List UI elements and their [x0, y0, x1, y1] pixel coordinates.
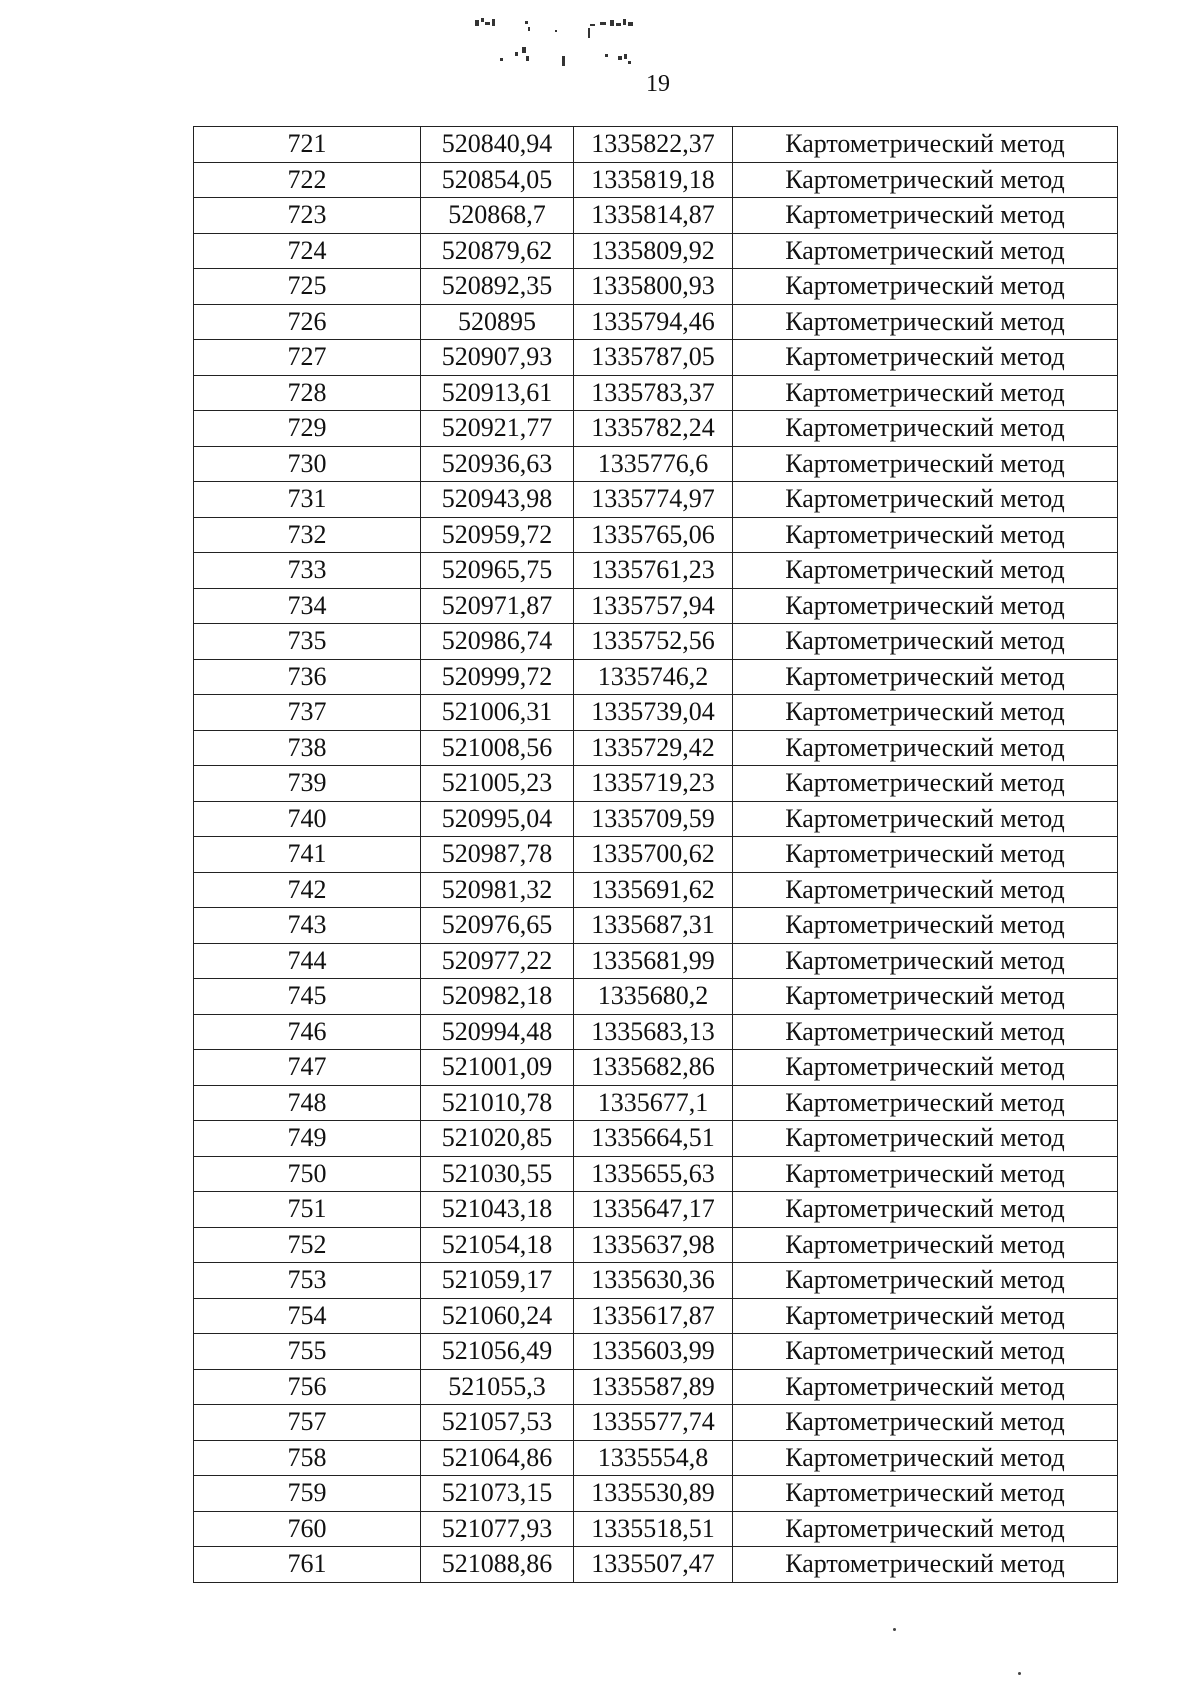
x-coordinate-cell: 520943,98 [421, 482, 574, 518]
x-coordinate-cell: 520976,65 [421, 908, 574, 944]
point-number-cell: 749 [194, 1121, 421, 1157]
table-row [194, 1476, 1118, 1512]
y-coordinate-cell: 1335655,63 [574, 1156, 733, 1192]
y-coordinate-cell: 1335809,92 [574, 233, 733, 269]
y-coordinate-cell: 1335518,51 [574, 1511, 733, 1547]
table-row [194, 801, 1118, 837]
point-number-cell: 732 [194, 517, 421, 553]
x-coordinate-cell: 520879,62 [421, 233, 574, 269]
table-row [194, 1511, 1118, 1547]
method-cell: Картометрический метод [733, 908, 1118, 944]
y-coordinate-cell: 1335822,37 [574, 127, 733, 163]
y-coordinate-cell: 1335761,23 [574, 553, 733, 589]
y-coordinate-cell: 1335680,2 [574, 979, 733, 1015]
method-cell: Картометрический метод [733, 1369, 1118, 1405]
point-number-cell: 740 [194, 801, 421, 837]
y-coordinate-cell: 1335683,13 [574, 1014, 733, 1050]
x-coordinate-cell: 520907,93 [421, 340, 574, 376]
table-row [194, 553, 1118, 589]
point-number-cell: 739 [194, 766, 421, 802]
x-coordinate-cell: 520995,04 [421, 801, 574, 837]
x-coordinate-cell: 520977,22 [421, 943, 574, 979]
x-coordinate-cell: 520921,77 [421, 411, 574, 447]
y-coordinate-cell: 1335507,47 [574, 1547, 733, 1583]
y-coordinate-cell: 1335682,86 [574, 1050, 733, 1086]
method-cell: Картометрический метод [733, 375, 1118, 411]
point-number-cell: 724 [194, 233, 421, 269]
table-row [194, 1298, 1118, 1334]
coordinates-table-body [194, 127, 1118, 1583]
point-number-cell: 731 [194, 482, 421, 518]
table-row [194, 304, 1118, 340]
y-coordinate-cell: 1335664,51 [574, 1121, 733, 1157]
table-row [194, 659, 1118, 695]
x-coordinate-cell: 521088,86 [421, 1547, 574, 1583]
y-coordinate-cell: 1335776,6 [574, 446, 733, 482]
table-row [194, 588, 1118, 624]
x-coordinate-cell: 521005,23 [421, 766, 574, 802]
point-number-cell: 755 [194, 1334, 421, 1370]
point-number-cell: 728 [194, 375, 421, 411]
y-coordinate-cell: 1335719,23 [574, 766, 733, 802]
point-number-cell: 727 [194, 340, 421, 376]
scan-speck [893, 1628, 896, 1631]
table-row [194, 482, 1118, 518]
x-coordinate-cell: 520840,94 [421, 127, 574, 163]
x-coordinate-cell: 520959,72 [421, 517, 574, 553]
table-row [194, 766, 1118, 802]
y-coordinate-cell: 1335814,87 [574, 198, 733, 234]
page-number: 19 [646, 71, 670, 97]
table-row [194, 1440, 1118, 1476]
x-coordinate-cell: 521030,55 [421, 1156, 574, 1192]
x-coordinate-cell: 521060,24 [421, 1298, 574, 1334]
x-coordinate-cell: 520854,05 [421, 162, 574, 198]
point-number-cell: 750 [194, 1156, 421, 1192]
table-row [194, 269, 1118, 305]
table-row [194, 979, 1118, 1015]
point-number-cell: 725 [194, 269, 421, 305]
y-coordinate-cell: 1335774,97 [574, 482, 733, 518]
point-number-cell: 744 [194, 943, 421, 979]
scan-speck [1018, 1672, 1021, 1675]
method-cell: Картометрический метод [733, 801, 1118, 837]
point-number-cell: 760 [194, 1511, 421, 1547]
coordinates-table [193, 126, 1118, 1583]
method-cell: Картометрический метод [733, 1156, 1118, 1192]
x-coordinate-cell: 520994,48 [421, 1014, 574, 1050]
table-row [194, 1334, 1118, 1370]
y-coordinate-cell: 1335782,24 [574, 411, 733, 447]
point-number-cell: 752 [194, 1227, 421, 1263]
table-row [194, 340, 1118, 376]
point-number-cell: 734 [194, 588, 421, 624]
y-coordinate-cell: 1335630,36 [574, 1263, 733, 1299]
method-cell: Картометрический метод [733, 1405, 1118, 1441]
method-cell: Картометрический метод [733, 162, 1118, 198]
y-coordinate-cell: 1335709,59 [574, 801, 733, 837]
point-number-cell: 741 [194, 837, 421, 873]
method-cell: Картометрический метод [733, 1547, 1118, 1583]
x-coordinate-cell: 521059,17 [421, 1263, 574, 1299]
point-number-cell: 726 [194, 304, 421, 340]
method-cell: Картометрический метод [733, 837, 1118, 873]
table-row [194, 695, 1118, 731]
table-row [194, 872, 1118, 908]
method-cell: Картометрический метод [733, 872, 1118, 908]
point-number-cell: 747 [194, 1050, 421, 1086]
x-coordinate-cell: 520971,87 [421, 588, 574, 624]
method-cell: Картометрический метод [733, 1192, 1118, 1228]
y-coordinate-cell: 1335819,18 [574, 162, 733, 198]
method-cell: Картометрический метод [733, 1298, 1118, 1334]
x-coordinate-cell: 520986,74 [421, 624, 574, 660]
table-row [194, 233, 1118, 269]
y-coordinate-cell: 1335687,31 [574, 908, 733, 944]
table-row [194, 1014, 1118, 1050]
table-row [194, 517, 1118, 553]
method-cell: Картометрический метод [733, 1085, 1118, 1121]
x-coordinate-cell: 521056,49 [421, 1334, 574, 1370]
point-number-cell: 729 [194, 411, 421, 447]
point-number-cell: 753 [194, 1263, 421, 1299]
x-coordinate-cell: 520892,35 [421, 269, 574, 305]
point-number-cell: 746 [194, 1014, 421, 1050]
y-coordinate-cell: 1335794,46 [574, 304, 733, 340]
y-coordinate-cell: 1335637,98 [574, 1227, 733, 1263]
y-coordinate-cell: 1335603,99 [574, 1334, 733, 1370]
method-cell: Картометрический метод [733, 482, 1118, 518]
method-cell: Картометрический метод [733, 198, 1118, 234]
point-number-cell: 722 [194, 162, 421, 198]
method-cell: Картометрический метод [733, 127, 1118, 163]
x-coordinate-cell: 520913,61 [421, 375, 574, 411]
y-coordinate-cell: 1335752,56 [574, 624, 733, 660]
x-coordinate-cell: 520936,63 [421, 446, 574, 482]
x-coordinate-cell: 520965,75 [421, 553, 574, 589]
point-number-cell: 754 [194, 1298, 421, 1334]
y-coordinate-cell: 1335757,94 [574, 588, 733, 624]
table-row [194, 837, 1118, 873]
point-number-cell: 748 [194, 1085, 421, 1121]
table-row [194, 198, 1118, 234]
point-number-cell: 745 [194, 979, 421, 1015]
y-coordinate-cell: 1335617,87 [574, 1298, 733, 1334]
x-coordinate-cell: 521010,78 [421, 1085, 574, 1121]
y-coordinate-cell: 1335681,99 [574, 943, 733, 979]
point-number-cell: 733 [194, 553, 421, 589]
method-cell: Картометрический метод [733, 1227, 1118, 1263]
point-number-cell: 756 [194, 1369, 421, 1405]
table-row [194, 1263, 1118, 1299]
table-row [194, 1156, 1118, 1192]
point-number-cell: 761 [194, 1547, 421, 1583]
scan-noise-mark [470, 14, 720, 84]
x-coordinate-cell: 521055,3 [421, 1369, 574, 1405]
table-row [194, 1050, 1118, 1086]
y-coordinate-cell: 1335587,89 [574, 1369, 733, 1405]
x-coordinate-cell: 521077,93 [421, 1511, 574, 1547]
table-row [194, 1227, 1118, 1263]
point-number-cell: 738 [194, 730, 421, 766]
x-coordinate-cell: 521006,31 [421, 695, 574, 731]
x-coordinate-cell: 520999,72 [421, 659, 574, 695]
table-row [194, 908, 1118, 944]
method-cell: Картометрический метод [733, 517, 1118, 553]
x-coordinate-cell: 520895 [421, 304, 574, 340]
y-coordinate-cell: 1335739,04 [574, 695, 733, 731]
point-number-cell: 737 [194, 695, 421, 731]
x-coordinate-cell: 520982,18 [421, 979, 574, 1015]
table-row [194, 1369, 1118, 1405]
table-row [194, 1121, 1118, 1157]
table-row [194, 943, 1118, 979]
table-row [194, 446, 1118, 482]
table-row [194, 1085, 1118, 1121]
method-cell: Картометрический метод [733, 340, 1118, 376]
y-coordinate-cell: 1335765,06 [574, 517, 733, 553]
x-coordinate-cell: 521064,86 [421, 1440, 574, 1476]
method-cell: Картометрический метод [733, 695, 1118, 731]
x-coordinate-cell: 521020,85 [421, 1121, 574, 1157]
method-cell: Картометрический метод [733, 1050, 1118, 1086]
x-coordinate-cell: 521043,18 [421, 1192, 574, 1228]
table-row [194, 375, 1118, 411]
method-cell: Картометрический метод [733, 411, 1118, 447]
point-number-cell: 758 [194, 1440, 421, 1476]
table-row [194, 730, 1118, 766]
method-cell: Картометрический метод [733, 1511, 1118, 1547]
method-cell: Картометрический метод [733, 1014, 1118, 1050]
y-coordinate-cell: 1335577,74 [574, 1405, 733, 1441]
method-cell: Картометрический метод [733, 730, 1118, 766]
x-coordinate-cell: 521057,53 [421, 1405, 574, 1441]
y-coordinate-cell: 1335783,37 [574, 375, 733, 411]
point-number-cell: 759 [194, 1476, 421, 1512]
y-coordinate-cell: 1335691,62 [574, 872, 733, 908]
x-coordinate-cell: 520868,7 [421, 198, 574, 234]
point-number-cell: 743 [194, 908, 421, 944]
table-row [194, 624, 1118, 660]
method-cell: Картометрический метод [733, 943, 1118, 979]
method-cell: Картометрический метод [733, 269, 1118, 305]
y-coordinate-cell: 1335530,89 [574, 1476, 733, 1512]
method-cell: Картометрический метод [733, 1440, 1118, 1476]
point-number-cell: 730 [194, 446, 421, 482]
method-cell: Картометрический метод [733, 233, 1118, 269]
x-coordinate-cell: 521001,09 [421, 1050, 574, 1086]
x-coordinate-cell: 521073,15 [421, 1476, 574, 1512]
point-number-cell: 742 [194, 872, 421, 908]
method-cell: Картометрический метод [733, 624, 1118, 660]
method-cell: Картометрический метод [733, 304, 1118, 340]
method-cell: Картометрический метод [733, 1476, 1118, 1512]
method-cell: Картометрический метод [733, 1121, 1118, 1157]
y-coordinate-cell: 1335647,17 [574, 1192, 733, 1228]
y-coordinate-cell: 1335746,2 [574, 659, 733, 695]
method-cell: Картометрический метод [733, 588, 1118, 624]
method-cell: Картометрический метод [733, 766, 1118, 802]
table-row [194, 411, 1118, 447]
point-number-cell: 736 [194, 659, 421, 695]
method-cell: Картометрический метод [733, 446, 1118, 482]
method-cell: Картометрический метод [733, 1263, 1118, 1299]
y-coordinate-cell: 1335787,05 [574, 340, 733, 376]
point-number-cell: 723 [194, 198, 421, 234]
method-cell: Картометрический метод [733, 553, 1118, 589]
point-number-cell: 721 [194, 127, 421, 163]
table-row [194, 127, 1118, 163]
y-coordinate-cell: 1335554,8 [574, 1440, 733, 1476]
table-row [194, 162, 1118, 198]
point-number-cell: 751 [194, 1192, 421, 1228]
table-row [194, 1547, 1118, 1583]
x-coordinate-cell: 521008,56 [421, 730, 574, 766]
table-row [194, 1192, 1118, 1228]
method-cell: Картометрический метод [733, 659, 1118, 695]
y-coordinate-cell: 1335800,93 [574, 269, 733, 305]
method-cell: Картометрический метод [733, 979, 1118, 1015]
table-row [194, 1405, 1118, 1441]
method-cell: Картометрический метод [733, 1334, 1118, 1370]
y-coordinate-cell: 1335700,62 [574, 837, 733, 873]
x-coordinate-cell: 521054,18 [421, 1227, 574, 1263]
x-coordinate-cell: 520987,78 [421, 837, 574, 873]
point-number-cell: 757 [194, 1405, 421, 1441]
x-coordinate-cell: 520981,32 [421, 872, 574, 908]
y-coordinate-cell: 1335677,1 [574, 1085, 733, 1121]
point-number-cell: 735 [194, 624, 421, 660]
y-coordinate-cell: 1335729,42 [574, 730, 733, 766]
